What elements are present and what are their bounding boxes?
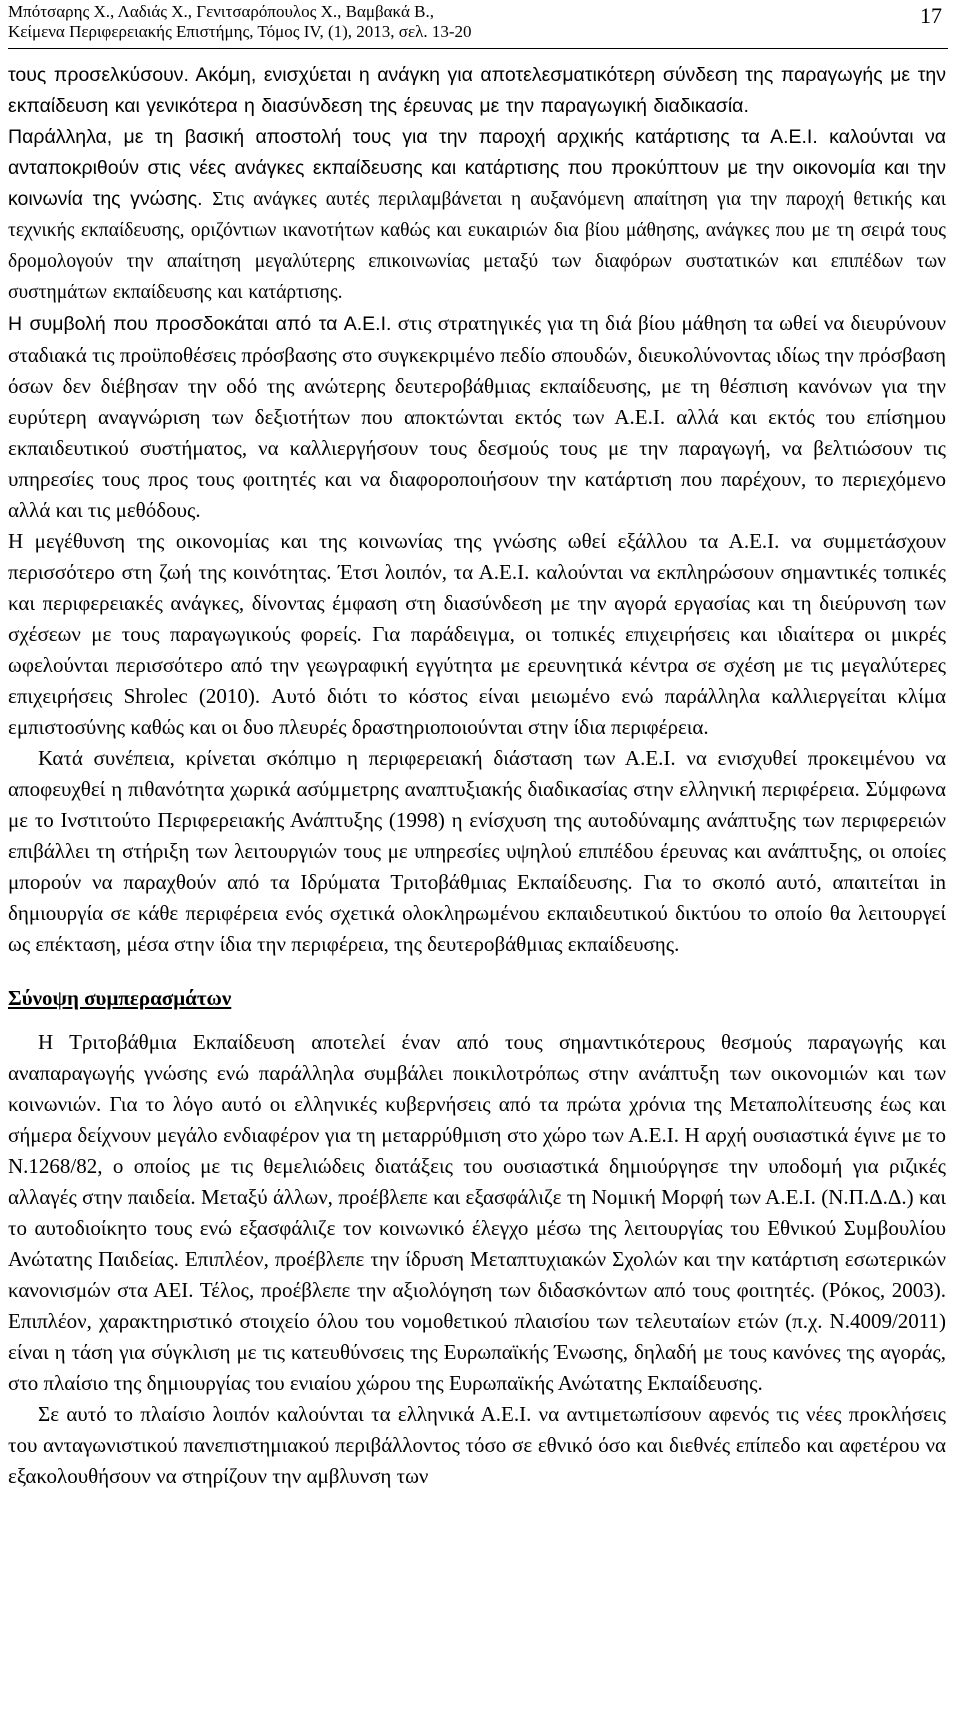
paragraph-parallel-mission-text: Παράλληλα, με τη βασική αποστολή τους για την παροχή αρχικής κατάρτισης τα Α.Ε.Ι. καλούνται να ανταποκριθούν στις νέες ανάγκες εκπαίδευσης και κατάρτισης που προκύπτουν με την οικονομία και την κοινωνία της γνώσης. <box>8 126 946 210</box>
paragraph-growth: Η μεγέθυνση της οικονομίας και της κοινωνίας της γνώσης ωθεί εξάλλου τα Α.Ε.Ι. να συμμετάσχουν περισσότερο στη ζωή της κοινότητας. Έτσι λοιπόν, τα Α.Ε.Ι. καλούνται να εκπληρώσουν σημαντικές τοπικές και περιφερειακές ανάγκες, δίνοντας έμφαση στη διασύνδεση με την αγορά εργασίας και τη διεύρυνση των σχέσεων με τους παραγωγικούς φορείς. Για παράδειγμα, οι τοπικές επιχειρήσεις και ιδιαίτερα οι μικρές ωφελούνται περισσότερο από την γεωγραφική εγγύτητα με ερευνητικά κέντρα σε σχέση με τις μεγαλύτερες επιχειρήσεις Shrolec (2010). Αυτό διότι το κόστος είναι μειωμένο ενώ παράλληλα καλλιεργείται κλίμα εμπιστοσύνης καθώς και οι δυο πλευρές δραστηριοποιούνται στην ίδια περιφέρεια. <box>8 529 946 739</box>
running-header <box>8 2 948 48</box>
paragraph-contribution-text: στις στρατηγικές για τη διά βίου μάθηση τα ωθεί να διευρύνουν σταδιακά τις προϋποθέσεις πρόσβασης στο συγκεκριμένο πεδίο σπουδών, διευκολύνοντας ιδίως την πρόσβαση όσων δεν διέβησαν την οδό της ανώτερης δευτεροβάθμιας εκπαίδευσης, με τη θέσπιση κανόνων για την ευρύτερη αναγνώριση των δεξιοτήτων που αποκτώνται εκτός των Α.Ε.Ι. αλλά και εκτός του επίσημου εκπαιδευτικού συστήματος, να καλλιεργήσουν τους δεσμούς τους με την παραγωγή, να βελτιώσουν τις υπηρεσίες τους προς τους φοιτητές και να διαφοροποιήσουν την κατάρτιση που παρέχουν, το περιεχόμενο αλλά και τις μεθόδους. <box>8 311 946 522</box>
paragraph-parallel-mission <box>8 122 946 308</box>
body-text <box>8 60 946 1492</box>
paragraph-contribution-lead: Η συμβολή που προσδοκάται από τα Α.Ε.Ι. <box>8 313 392 335</box>
paragraph-needs-text: Στις ανάγκες αυτές περιλαμβάνεται η αυξανόμενη απαίτηση για την παροχή θετικής και τεχνικής εκπαίδευσης, οριζόντιων ικανοτήτων καθώς και ευκαιριών δια βίου μάθησης, ανάγκες που με τη σειρά τους δρομολογούν την απαίτηση μεγαλύτερης επικοινωνίας μεταξύ των διαφόρων συστατικών και επιπέδων των συστημάτων εκπαίδευσης και κατάρτισης. <box>8 189 946 303</box>
page-number: 17 <box>920 3 942 28</box>
paragraph-tertiary-education: Η Τριτοβάθμια Εκπαίδευση αποτελεί έναν από τους σημαντικότερους θεσμούς παραγωγής και αναπαραγωγής γνώσης ενώ παράλληλα συμβάλει ποικιλοτρόπως στην ανάπτυξη των οικονομιών και των κοινωνιών. Για το λόγο αυτό οι ελληνικές κυβερνήσεις από τα πρώτα χρόνια της Μεταπολίτευσης έως και σήμερα δείχνουν μεγάλο ενδιαφέρον για τη μεταρρύθμιση στο χώρο των Α.Ε.Ι. Η αρχή ουσιαστικά έγινε με το Ν.1268/82, ο οποίος με τις θεμελιώδεις διατάξεις του ουσιαστικά δημιούργησε την υποδομή για ριζικές αλλαγές στην παιδεία. Μεταξύ άλλων, προέβλεπε και εξασφάλιζε τη Νομική Μορφή των Α.Ε.Ι. (Ν.Π.Δ.Δ.) και το αυτοδιοίκητο τους ενώ εξασφάλιζε τον κοινωνικό έλεγχο μέσω της λειτουργίας του Εθνικού Συμβουλίου Ανώτατης Παιδείας. Επιπλέον, προέβλεπε την ίδρυση Μεταπτυχιακών Σχολών και την κατάρτιση εσωτερικών κανονισμών στα ΑΕΙ. Τέλος, προέβλεπε την αξιολόγηση των διδασκόντων από τους φοιτητές. (Ρόκος, 2003). Επιπλέον, χαρακτηριστικό στοιχείο όλου του νομοθετικού πλαισίου των τελευταίων ετών (π.χ. Ν.4009/2011) είναι η τάση για σύγκλιση με τις κατευθύνσεις της Ευρωπαϊκής Ένωσης, δηλαδή με τους κανόνες της αγοράς, στο πλαίσιο της δημιουργίας του ενιαίου χώρου της Ευρωπαϊκής Ανώτατης Εκπαίδευσης. <box>8 1030 946 1395</box>
paragraph-consequently: Κατά συνέπεια, κρίνεται σκόπιμο η περιφερειακή διάσταση των Α.Ε.Ι. να ενισχυθεί προκειμένου να αποφευχθεί η πιθανότητα χωρικά ασύμμετρης αναπτυξιακής διαδικασίας στην ελληνική περιφέρεια. Σύμφωνα με το Ινστιτούτο Περιφερειακής Ανάπτυξης (1998) η ενίσχυση της αυτοδύναμης ανάπτυξης των περιφερειών επιβάλλει τη στήριξη των λειτουργιών τους με υπηρεσίες υψηλού επιπέδου έρευνας και ανάπτυξης, οι οποίες μπορούν να παραχθούν από τα Ιδρύματα Τριτοβάθμιας Εκπαίδευσης. Για το σκοπό αυτό, απαιτείται in δημιουργία σε κάθε περιφέρεια ενός σχετικά ολοκληρωμένου εκπαιδευτικού δικτύου το οποίο θα λειτουργεί ως επέκταση, μέσα στην ίδια την περιφέρεια, της δευτεροβάθμιας εκπαίδευσης. <box>8 746 946 956</box>
spacer <box>8 960 946 983</box>
header-authors: Μπότσαρης Χ., Λαδιάς Χ., Γενιτσαρόπουλος Χ., Βαμβακά Β., <box>8 2 434 21</box>
paragraph-contribution <box>8 308 946 526</box>
section-heading-conclusions: Σύνοψη συμπερασμάτων <box>8 986 232 1010</box>
spacer <box>8 1014 946 1027</box>
paragraph-context: Σε αυτό το πλαίσιο λοιπόν καλούνται τα ελληνικά Α.Ε.Ι. να αντιμετωπίσουν αφενός τις νέες προκλήσεις του ανταγωνιστικού πανεπιστημιακού περιβάλλοντος τόσο σε εθνικό όσο και διεθνές επίπεδο και αφετέρου να εξακολουθήσουν να στηρίζουν την αμβλυνση των <box>8 1402 946 1488</box>
paragraph-continuation: τους προσελκύσουν. Ακόμη, ενισχύεται η ανάγκη για αποτελεσματικότερη σύνδεση της παραγωγής με την εκπαίδευση και γενικότερα η διασύνδεση της έρευνας με την παραγωγική διαδικασία. <box>8 64 946 117</box>
header-journal-citation: Κείμενα Περιφερειακής Επιστήμης, Τόμος IV, (1), 2013, σελ. 13-20 <box>8 22 472 41</box>
header-divider <box>8 48 948 49</box>
